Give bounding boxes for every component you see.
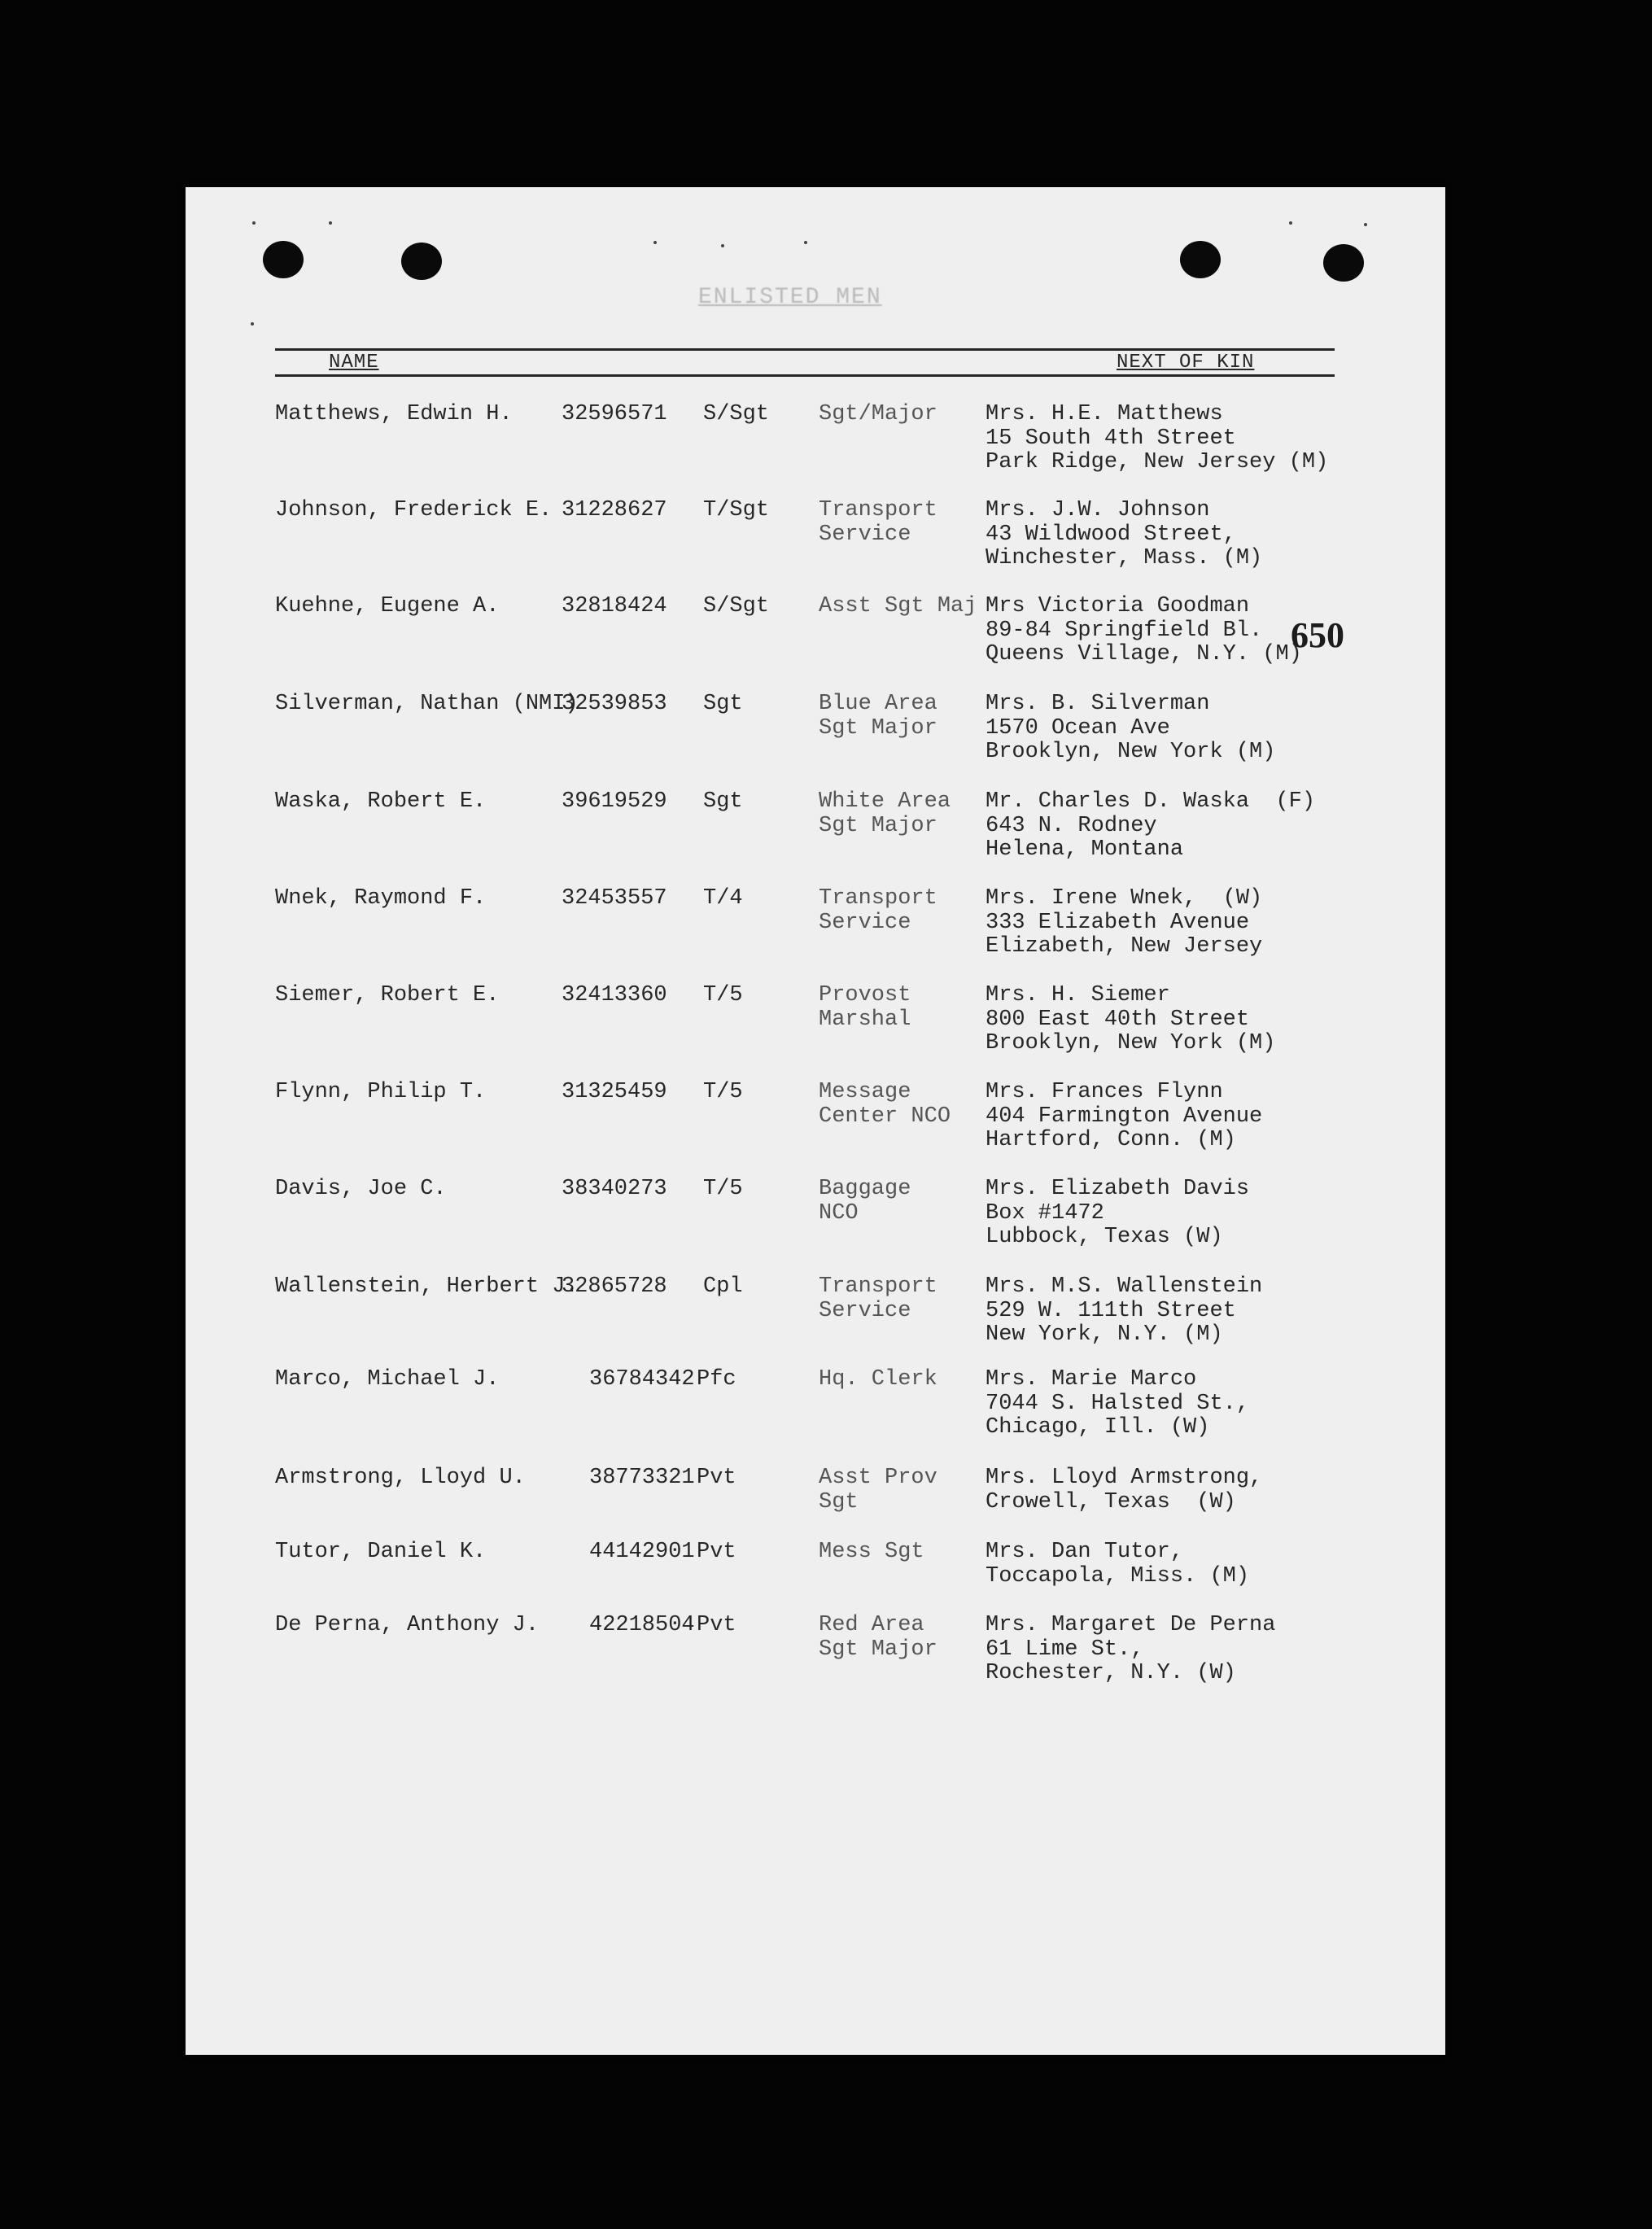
page-number-stamp: 650 xyxy=(1291,615,1344,655)
duty-assignment xyxy=(819,403,937,427)
next-of-kin-line: Mrs. Margaret De Perna xyxy=(986,1613,1276,1637)
soldier-name: Silverman, Nathan (NMI) xyxy=(275,692,579,716)
grade: Cpl xyxy=(703,1274,743,1299)
next-of-kin-line: 1570 Ocean Ave xyxy=(986,715,1170,741)
duty-line: Transport xyxy=(819,1274,937,1299)
next-of-kin xyxy=(986,693,1275,765)
duty-line: Sgt Major xyxy=(819,1637,937,1662)
next-of-kin xyxy=(986,984,1275,1056)
duty-assignment xyxy=(819,984,911,1032)
next-of-kin-line: 643 N. Rodney xyxy=(986,813,1157,838)
speck xyxy=(721,244,724,247)
duty-line: Sgt Major xyxy=(819,813,937,838)
duty-line: Transport xyxy=(819,498,937,522)
next-of-kin xyxy=(986,1541,1249,1589)
next-of-kin xyxy=(986,1466,1262,1514)
next-of-kin-line: Box #1472 xyxy=(986,1200,1104,1226)
next-of-kin xyxy=(986,403,1328,475)
document-page xyxy=(186,187,1445,2055)
punch-hole xyxy=(401,243,442,280)
soldier-name: Tutor, Daniel K. xyxy=(275,1540,487,1564)
duty-line: Mess Sgt xyxy=(819,1540,924,1564)
speck xyxy=(653,241,657,244)
next-of-kin xyxy=(986,790,1315,863)
duty-assignment xyxy=(819,790,951,838)
speck xyxy=(1289,221,1292,225)
soldier-name: Wnek, Raymond F. xyxy=(275,886,487,911)
punch-hole xyxy=(263,241,304,278)
duty-assignment xyxy=(819,1466,937,1514)
next-of-kin-line: Mrs. J.W. Johnson xyxy=(986,498,1210,522)
next-of-kin-line: Mrs. Irene Wnek, (W) xyxy=(986,886,1263,911)
grade: T/5 xyxy=(703,1177,743,1201)
duty-assignment xyxy=(819,1275,937,1323)
serial-number: 31325459 xyxy=(562,1080,667,1104)
next-of-kin-line: Mr. Charles D. Waska (F) xyxy=(986,789,1316,814)
duty-line: Service xyxy=(819,522,911,547)
next-of-kin-line: Toccapola, Miss. (M) xyxy=(986,1563,1250,1589)
duty-line: Provost xyxy=(819,983,911,1007)
duty-line: Message xyxy=(819,1080,911,1104)
soldier-name: Matthews, Edwin H. xyxy=(275,402,513,426)
soldier-name: Johnson, Frederick E. xyxy=(275,498,553,522)
grade: T/5 xyxy=(703,1080,743,1104)
grade: Sgt xyxy=(703,692,743,716)
next-of-kin-line: 15 South 4th Street xyxy=(986,426,1236,451)
next-of-kin-line: Mrs. H. Siemer xyxy=(986,983,1170,1007)
duty-line: Asst Sgt Maj xyxy=(819,594,977,618)
duty-line: Red Area xyxy=(819,1613,924,1637)
punch-hole xyxy=(1323,244,1364,282)
next-of-kin-line: Lubbock, Texas (W) xyxy=(986,1225,1223,1249)
serial-number: 36784342 xyxy=(589,1367,695,1392)
grade: Pvt xyxy=(697,1466,736,1490)
serial-number: 44142901 xyxy=(589,1540,695,1564)
duty-line: Asst Prov xyxy=(819,1466,937,1490)
serial-number: 32596571 xyxy=(562,402,667,426)
speck xyxy=(252,221,256,225)
speck xyxy=(1364,223,1367,226)
header-rule-top xyxy=(275,348,1335,351)
duty-line: Service xyxy=(819,910,911,935)
next-of-kin-line: 7044 S. Halsted St., xyxy=(986,1391,1250,1416)
next-of-kin-line: Mrs. Dan Tutor, xyxy=(986,1540,1184,1564)
soldier-name: Flynn, Philip T. xyxy=(275,1080,487,1104)
next-of-kin-line: Brooklyn, New York (M) xyxy=(986,740,1276,764)
grade: T/Sgt xyxy=(703,498,770,522)
next-of-kin xyxy=(986,1614,1275,1686)
next-of-kin-line: Mrs. H.E. Matthews xyxy=(986,402,1223,426)
speck xyxy=(329,221,332,225)
duty-assignment xyxy=(819,499,937,547)
soldier-name: Davis, Joe C. xyxy=(275,1177,447,1201)
grade: Pfc xyxy=(697,1367,736,1392)
soldier-name: Armstrong, Lloyd U. xyxy=(275,1466,526,1490)
grade: S/Sgt xyxy=(703,402,770,426)
duty-line: Marshal xyxy=(819,1007,911,1032)
column-header-next-of-kin: NEXT OF KIN xyxy=(1117,352,1255,374)
next-of-kin-line: Mrs. Elizabeth Davis xyxy=(986,1177,1250,1201)
column-header-name: NAME xyxy=(329,352,379,374)
next-of-kin-line: Queens Village, N.Y. (M) xyxy=(986,642,1302,667)
next-of-kin-line: Rochester, N.Y. (W) xyxy=(986,1661,1236,1685)
next-of-kin-line: New York, N.Y. (M) xyxy=(986,1322,1223,1347)
next-of-kin-line: 529 W. 111th Street xyxy=(986,1298,1236,1323)
next-of-kin-line: 800 East 40th Street xyxy=(986,1007,1250,1032)
next-of-kin xyxy=(986,1081,1262,1153)
duty-assignment xyxy=(819,887,937,935)
speck xyxy=(251,322,254,326)
next-of-kin-line: 43 Wildwood Street, xyxy=(986,522,1236,547)
soldier-name: Marco, Michael J. xyxy=(275,1367,500,1392)
next-of-kin-line: Hartford, Conn. (M) xyxy=(986,1128,1236,1152)
speck xyxy=(804,241,807,244)
duty-assignment xyxy=(819,1614,937,1662)
next-of-kin-line: 333 Elizabeth Avenue xyxy=(986,910,1250,935)
next-of-kin xyxy=(986,1275,1262,1348)
serial-number: 32865728 xyxy=(562,1274,667,1299)
soldier-name: Kuehne, Eugene A. xyxy=(275,594,500,618)
next-of-kin xyxy=(986,595,1302,667)
next-of-kin xyxy=(986,1368,1249,1440)
serial-number: 42218504 xyxy=(589,1613,695,1637)
next-of-kin-line: Mrs. B. Silverman xyxy=(986,692,1210,716)
soldier-name: Wallenstein, Herbert J. xyxy=(275,1274,579,1299)
next-of-kin-line: Park Ridge, New Jersey (M) xyxy=(986,450,1329,474)
grade: T/4 xyxy=(703,886,743,911)
next-of-kin-line: 61 Lime St., xyxy=(986,1637,1144,1662)
serial-number: 32539853 xyxy=(562,692,667,716)
header-rule-bottom xyxy=(275,374,1335,377)
next-of-kin-line: Chicago, Ill. (W) xyxy=(986,1415,1210,1440)
serial-number: 38773321 xyxy=(589,1466,695,1490)
duty-line: Sgt Major xyxy=(819,715,937,741)
next-of-kin-line: Brooklyn, New York (M) xyxy=(986,1031,1276,1055)
duty-line: Blue Area xyxy=(819,692,937,716)
soldier-name: Siemer, Robert E. xyxy=(275,983,500,1007)
duty-line: Center NCO xyxy=(819,1104,951,1129)
duty-line: NCO xyxy=(819,1200,859,1226)
serial-number: 39619529 xyxy=(562,789,667,814)
duty-line: Service xyxy=(819,1298,911,1323)
serial-number: 38340273 xyxy=(562,1177,667,1201)
next-of-kin-line: Winchester, Mass. (M) xyxy=(986,546,1263,570)
next-of-kin-line: Mrs. Marie Marco xyxy=(986,1367,1197,1392)
soldier-name: Waska, Robert E. xyxy=(275,789,487,814)
duty-line: Transport xyxy=(819,886,937,911)
duty-assignment xyxy=(819,1178,911,1226)
grade: Pvt xyxy=(697,1540,736,1564)
next-of-kin-line: Helena, Montana xyxy=(986,837,1184,862)
next-of-kin-line: 404 Farmington Avenue xyxy=(986,1104,1263,1129)
next-of-kin-line: Crowell, Texas (W) xyxy=(986,1489,1236,1514)
page-heading: ENLISTED MEN xyxy=(698,285,882,310)
grade: Pvt xyxy=(697,1613,736,1637)
soldier-name: De Perna, Anthony J. xyxy=(275,1613,540,1637)
duty-assignment xyxy=(819,693,937,741)
next-of-kin-line: Mrs Victoria Goodman xyxy=(986,594,1250,618)
duty-assignment xyxy=(819,1368,937,1392)
next-of-kin xyxy=(986,499,1262,571)
punch-hole xyxy=(1180,241,1221,278)
duty-assignment xyxy=(819,1081,951,1129)
next-of-kin-line: Elizabeth, New Jersey xyxy=(986,934,1263,959)
next-of-kin-line: 89-84 Springfield Bl. xyxy=(986,618,1263,643)
duty-line: Baggage xyxy=(819,1177,911,1201)
grade: Sgt xyxy=(703,789,743,814)
next-of-kin-line: Mrs. M.S. Wallenstein xyxy=(986,1274,1263,1299)
grade: S/Sgt xyxy=(703,594,770,618)
duty-assignment xyxy=(819,595,977,619)
duty-assignment xyxy=(819,1541,924,1565)
duty-line: White Area xyxy=(819,789,951,814)
duty-line: Sgt/Major xyxy=(819,402,937,426)
serial-number: 32818424 xyxy=(562,594,667,618)
serial-number: 32413360 xyxy=(562,983,667,1007)
serial-number: 32453557 xyxy=(562,886,667,911)
duty-line: Sgt xyxy=(819,1489,859,1514)
next-of-kin xyxy=(986,1178,1249,1250)
grade: T/5 xyxy=(703,983,743,1007)
serial-number: 31228627 xyxy=(562,498,667,522)
next-of-kin-line: Mrs. Frances Flynn xyxy=(986,1080,1223,1104)
next-of-kin-line: Mrs. Lloyd Armstrong, xyxy=(986,1466,1263,1490)
next-of-kin xyxy=(986,887,1262,959)
duty-line: Hq. Clerk xyxy=(819,1367,937,1392)
